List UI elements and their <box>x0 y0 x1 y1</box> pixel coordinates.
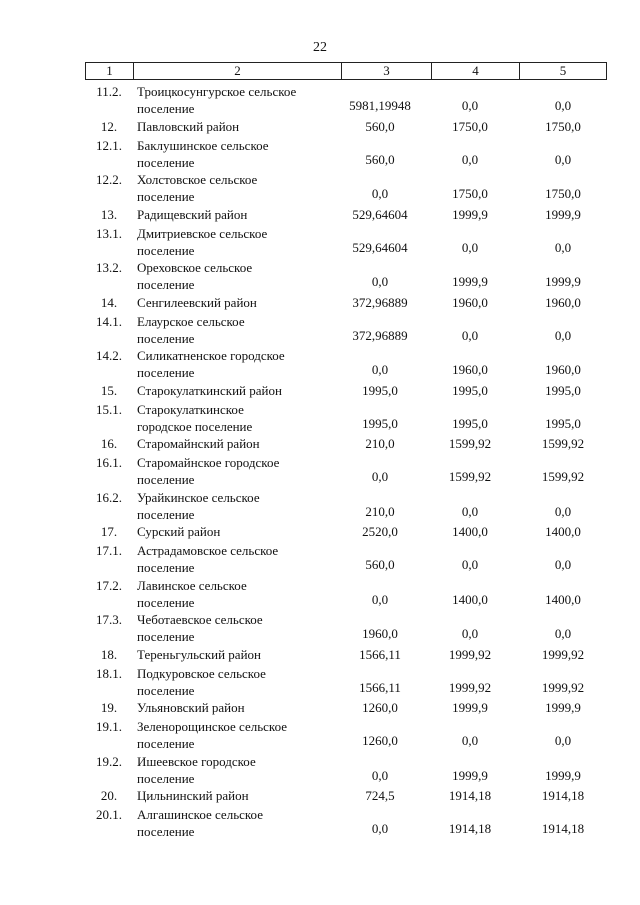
row-name-line-2: поселение <box>137 101 195 116</box>
row-name-line-1: Старокулаткинский район <box>137 382 282 398</box>
row-name-line-1: Лавинское сельское <box>137 577 247 593</box>
row-number: 19.2. <box>96 753 122 769</box>
table-row <box>0 435 640 454</box>
row-value-3: 1566,11 <box>359 679 401 695</box>
row-name-line-1: Силикатненское городское <box>137 348 285 363</box>
row-value-4: 0,0 <box>461 503 479 519</box>
row-name <box>137 523 337 540</box>
row-number: 16.2. <box>96 489 122 505</box>
row-number: 15. <box>100 382 118 398</box>
row-name-line-2: поселение <box>137 560 195 575</box>
row-value-4: 0,0 <box>461 626 479 641</box>
row-value-5: 1999,9 <box>545 767 581 783</box>
row-name-line-1: Радищевский район <box>137 206 248 222</box>
row-name-line-1: Ульяновский район <box>137 700 245 715</box>
table-row <box>0 454 640 489</box>
row-name <box>137 806 337 840</box>
row-value-3: 1260,0 <box>362 733 398 748</box>
row-number: 16. <box>100 436 118 451</box>
table-row <box>0 259 640 294</box>
row-value-3: 0,0 <box>371 767 389 783</box>
row-number: 18. <box>100 646 118 662</box>
table-header <box>85 62 607 80</box>
table-row <box>0 806 640 841</box>
row-number: 15.1. <box>96 401 122 417</box>
row-name-line-2: поселение <box>137 770 195 786</box>
row-name-line-1: Троицкосунгурское сельское <box>137 84 297 99</box>
row-name-line-1: Зеленорощинское сельское <box>137 719 287 734</box>
row-value-3: 1260,0 <box>362 700 398 715</box>
row-value-5: 1400,0 <box>545 591 581 607</box>
row-value-4: 1960,0 <box>452 362 488 377</box>
row-value-4: 1995,0 <box>452 415 488 431</box>
row-value-5: 1599,92 <box>541 469 585 484</box>
row-name-line-2: поселение <box>137 472 195 487</box>
row-value-3: 372,96889 <box>352 327 408 343</box>
row-value-5: 1914,18 <box>541 788 585 803</box>
row-value-4: 1999,9 <box>452 274 488 289</box>
table-row <box>0 206 640 225</box>
row-value-5: 0,0 <box>554 239 572 255</box>
row-number: 17. <box>100 524 118 539</box>
row-name-line-1: Подкуровское сельское <box>137 665 266 681</box>
row-value-5: 1999,9 <box>545 700 581 715</box>
row-name-line-1: Старомайнский район <box>137 436 260 451</box>
row-value-3: 529,64604 <box>352 239 408 255</box>
row-name <box>137 611 337 645</box>
row-value-5: 1999,92 <box>541 646 585 662</box>
table-row <box>0 753 640 788</box>
row-value-3: 210,0 <box>365 503 395 519</box>
row-value-3: 210,0 <box>365 436 395 451</box>
header-col-5: 5 <box>559 63 567 78</box>
row-value-4: 1750,0 <box>452 186 488 201</box>
table-row <box>0 611 640 646</box>
row-value-3: 1960,0 <box>362 626 398 641</box>
row-name <box>137 382 337 399</box>
row-name-line-1: Чеботаевское сельское <box>137 612 263 627</box>
row-number: 16.1. <box>96 455 122 470</box>
row-value-4: 0,0 <box>461 327 479 343</box>
row-name <box>137 206 337 223</box>
row-value-3: 372,96889 <box>352 294 408 310</box>
row-number: 13. <box>100 206 118 222</box>
table-row <box>0 489 640 524</box>
table-row <box>0 542 640 577</box>
row-name <box>137 646 337 663</box>
row-name <box>137 294 337 311</box>
row-name <box>137 171 337 205</box>
row-name <box>137 83 337 117</box>
row-value-3: 1566,11 <box>359 646 401 662</box>
table-row <box>0 137 640 172</box>
row-value-3: 0,0 <box>371 591 389 607</box>
row-value-3: 0,0 <box>371 362 389 377</box>
row-value-5: 1400,0 <box>545 524 581 539</box>
row-name-line-1: Цильнинский район <box>137 788 249 803</box>
row-name-line-1: Старокулаткинское <box>137 401 244 417</box>
row-value-4: 1995,0 <box>452 382 488 398</box>
header-col-1: 1 <box>86 63 134 79</box>
row-value-5: 1995,0 <box>545 382 581 398</box>
row-value-3: 0,0 <box>371 469 389 484</box>
row-name-line-2: поселение <box>137 629 195 644</box>
row-number: 17.3. <box>96 612 122 627</box>
row-name-line-1: Алгашинское сельское <box>137 807 263 822</box>
row-name <box>137 577 337 611</box>
row-name <box>137 225 337 259</box>
table-row <box>0 665 640 700</box>
row-name-line-2: поселение <box>137 189 195 204</box>
row-value-5: 1914,18 <box>541 821 585 836</box>
row-value-3: 560,0 <box>365 151 395 167</box>
row-name-line-2: поселение <box>137 277 195 292</box>
table-row <box>0 118 640 137</box>
row-value-4: 1960,0 <box>452 294 488 310</box>
row-value-5: 0,0 <box>554 733 572 748</box>
row-name-line-1: Елаурское сельское <box>137 313 245 329</box>
row-value-5: 0,0 <box>554 151 572 167</box>
table-row <box>0 83 640 118</box>
row-value-5: 0,0 <box>554 557 572 572</box>
row-value-4: 0,0 <box>461 733 479 748</box>
table-row <box>0 171 640 206</box>
row-name-line-2: поселение <box>137 682 195 698</box>
header-col-4: 4 <box>432 63 520 79</box>
row-name-line-1: Баклушинское сельское <box>137 137 269 153</box>
row-name-line-1: Сурский район <box>137 524 221 539</box>
row-value-3: 0,0 <box>371 821 389 836</box>
row-value-4: 0,0 <box>461 98 479 113</box>
row-value-4: 1400,0 <box>452 524 488 539</box>
row-name <box>137 542 337 576</box>
row-value-3: 1995,0 <box>362 382 398 398</box>
table-row <box>0 313 640 348</box>
row-name-line-1: Холстовское сельское <box>137 172 258 187</box>
row-name-line-1: Ореховское сельское <box>137 260 253 275</box>
row-value-5: 0,0 <box>554 98 572 113</box>
row-name-line-1: Дмитриевское сельское <box>137 225 268 241</box>
row-number: 12.2. <box>96 172 122 187</box>
row-value-5: 0,0 <box>554 626 572 641</box>
row-number: 14.2. <box>96 348 122 363</box>
row-value-4: 1750,0 <box>452 118 488 134</box>
row-value-4: 1999,92 <box>448 679 492 695</box>
row-name-line-1: Урайкинское сельское <box>137 489 260 505</box>
row-name-line-2: поселение <box>137 824 195 839</box>
row-value-4: 0,0 <box>461 151 479 167</box>
row-value-5: 1750,0 <box>545 186 581 201</box>
row-value-4: 1999,9 <box>452 767 488 783</box>
row-name <box>137 313 337 347</box>
row-name <box>137 259 337 293</box>
row-name-line-2: поселение <box>137 506 195 522</box>
row-number: 13.1. <box>96 225 122 241</box>
row-value-3: 0,0 <box>371 274 389 289</box>
row-name <box>137 454 337 488</box>
row-value-5: 1999,92 <box>541 679 585 695</box>
row-value-4: 1999,9 <box>452 206 488 222</box>
table-body <box>0 83 640 841</box>
row-number: 20.1. <box>96 807 122 822</box>
row-value-4: 0,0 <box>461 239 479 255</box>
row-value-3: 1995,0 <box>362 415 398 431</box>
row-name <box>137 118 337 135</box>
row-name <box>137 665 337 699</box>
row-number: 12. <box>100 118 118 134</box>
row-value-5: 1995,0 <box>545 415 581 431</box>
table-row <box>0 382 640 401</box>
row-name-line-2: поселение <box>137 736 195 751</box>
row-value-3: 529,64604 <box>352 206 408 222</box>
row-value-5: 1999,9 <box>545 206 581 222</box>
row-number: 11.2. <box>96 84 122 99</box>
table-row <box>0 401 640 436</box>
row-name-line-2: поселение <box>137 154 195 170</box>
row-value-5: 1750,0 <box>545 118 581 134</box>
page-number: 22 <box>313 40 327 55</box>
row-value-4: 1999,92 <box>448 646 492 662</box>
row-number: 14.1. <box>96 313 122 329</box>
row-value-5: 0,0 <box>554 503 572 519</box>
table-row <box>0 347 640 382</box>
table-row <box>0 523 640 542</box>
row-value-5: 1960,0 <box>545 294 581 310</box>
row-name-line-1: Павловский район <box>137 118 240 134</box>
row-value-3: 724,5 <box>365 788 395 803</box>
row-name-line-1: Ишеевское городское <box>137 753 256 769</box>
table-row <box>0 294 640 313</box>
row-value-5: 1960,0 <box>545 362 581 377</box>
row-value-4: 0,0 <box>461 557 479 572</box>
row-value-4: 1400,0 <box>452 591 488 607</box>
row-value-4: 1599,92 <box>448 436 492 451</box>
row-number: 17.1. <box>96 543 122 558</box>
table-row <box>0 646 640 665</box>
table-row <box>0 718 640 753</box>
row-value-5: 1599,92 <box>541 436 585 451</box>
row-number: 13.2. <box>96 260 122 275</box>
row-name-line-1: Сенгилеевский район <box>137 294 257 310</box>
row-name <box>137 787 337 804</box>
row-value-4: 1914,18 <box>448 821 492 836</box>
row-name-line-1: Старомайнское городское <box>137 455 280 470</box>
row-name <box>137 401 337 435</box>
row-value-3: 0,0 <box>371 186 389 201</box>
row-name <box>137 489 337 523</box>
table-row <box>0 699 640 718</box>
row-value-4: 1999,9 <box>452 700 488 715</box>
table-row <box>0 787 640 806</box>
row-name-line-1: Тереньгульский район <box>137 646 261 662</box>
row-name-line-2: городское поселение <box>137 418 253 434</box>
row-name <box>137 137 337 171</box>
row-name-line-2: поселение <box>137 242 195 258</box>
header-col-2: 2 <box>134 63 342 79</box>
row-name <box>137 718 337 752</box>
row-number: 19.1. <box>96 719 122 734</box>
row-number: 18.1. <box>96 665 122 681</box>
row-value-3: 2520,0 <box>362 524 398 539</box>
row-number: 20. <box>100 788 118 803</box>
row-name <box>137 699 337 716</box>
row-name-line-2: поселение <box>137 330 195 346</box>
row-number: 14. <box>100 294 118 310</box>
header-col-3: 3 <box>342 63 432 79</box>
table-row <box>0 225 640 260</box>
row-value-3: 560,0 <box>365 557 395 572</box>
row-name-line-2: поселение <box>137 365 195 380</box>
row-number: 19. <box>100 700 118 715</box>
row-value-5: 1999,9 <box>545 274 581 289</box>
row-value-5: 0,0 <box>554 327 572 343</box>
row-number: 12.1. <box>96 137 122 153</box>
row-name <box>137 753 337 787</box>
row-name-line-1: Астрадамовское сельское <box>137 543 279 558</box>
row-value-3: 5981,19948 <box>349 98 411 113</box>
row-value-4: 1599,92 <box>448 469 492 484</box>
table-row <box>0 577 640 612</box>
row-name <box>137 435 337 452</box>
row-value-3: 560,0 <box>365 118 395 134</box>
row-name-line-2: поселение <box>137 594 195 610</box>
row-value-4: 1914,18 <box>448 788 492 803</box>
row-name <box>137 347 337 381</box>
row-number: 17.2. <box>96 577 122 593</box>
